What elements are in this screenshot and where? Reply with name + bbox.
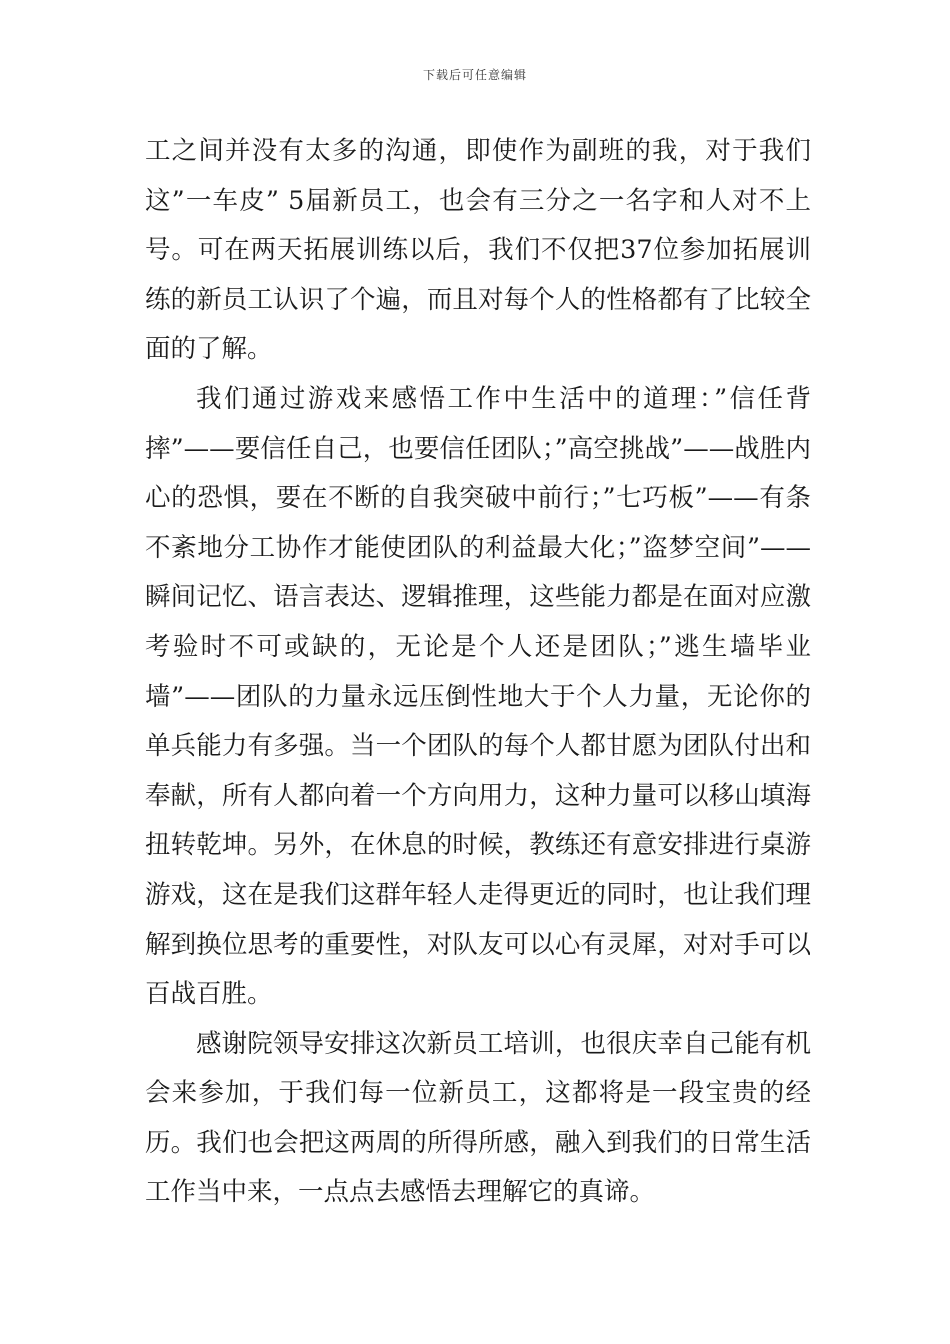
paragraph-2: 我们通过游戏来感悟工作中生活中的道理：”信任背摔”——要信任自己，也要信任团队；”高空挑战”——战胜内心的恐惧，要在不断的自我突破中前行；”七巧板”——有条不紊地分工协作才能使团队的利益最大化；”盗梦空间”——瞬间记忆、语言表达、逻辑推理，这些能力都是在面对应激考验时不可或缺的，无论是个人还是团队；”逃生墙毕业墙”——团队的力量永远压倒性地大于个人力量，无论你的单兵能力有多强。当一个团队的每个人都甘愿为团队付出和奉献，所有人都向着一个方向用力，这种力量可以移山填海扭转乾坤。另外，在休息的时候，教练还有意安排进行桌游游戏，这在是我们这群年轻人走得更近的同时，也让我们理解到换位思考的重要性，对队友可以心有灵犀，对对手可以百战百胜。 (145, 383, 811, 1010)
document-body (145, 127, 811, 1218)
page-header: 下载后可任意编辑 (422, 68, 527, 82)
paragraph-3: 感谢院领导安排这次新员工培训，也很庆幸自己能有机会来参加，于我们每一位新员工，这都将是一段宝贵的经历。我们也会把这两周的所得所感，融入到我们的日常生活工作当中来，一点点去感悟去理解它的真谛。 (145, 1028, 811, 1208)
paragraph-1: 工之间并没有太多的沟通，即使作为副班的我，对于我们这”一车皮” 5届新员工，也会有三分之一名字和人对不上号。可在两天拓展训练以后，我们不仅把37位参加拓展训练的新员工认识了个遍，而且对每个人的性格都有了比较全面的了解。 (145, 136, 811, 365)
